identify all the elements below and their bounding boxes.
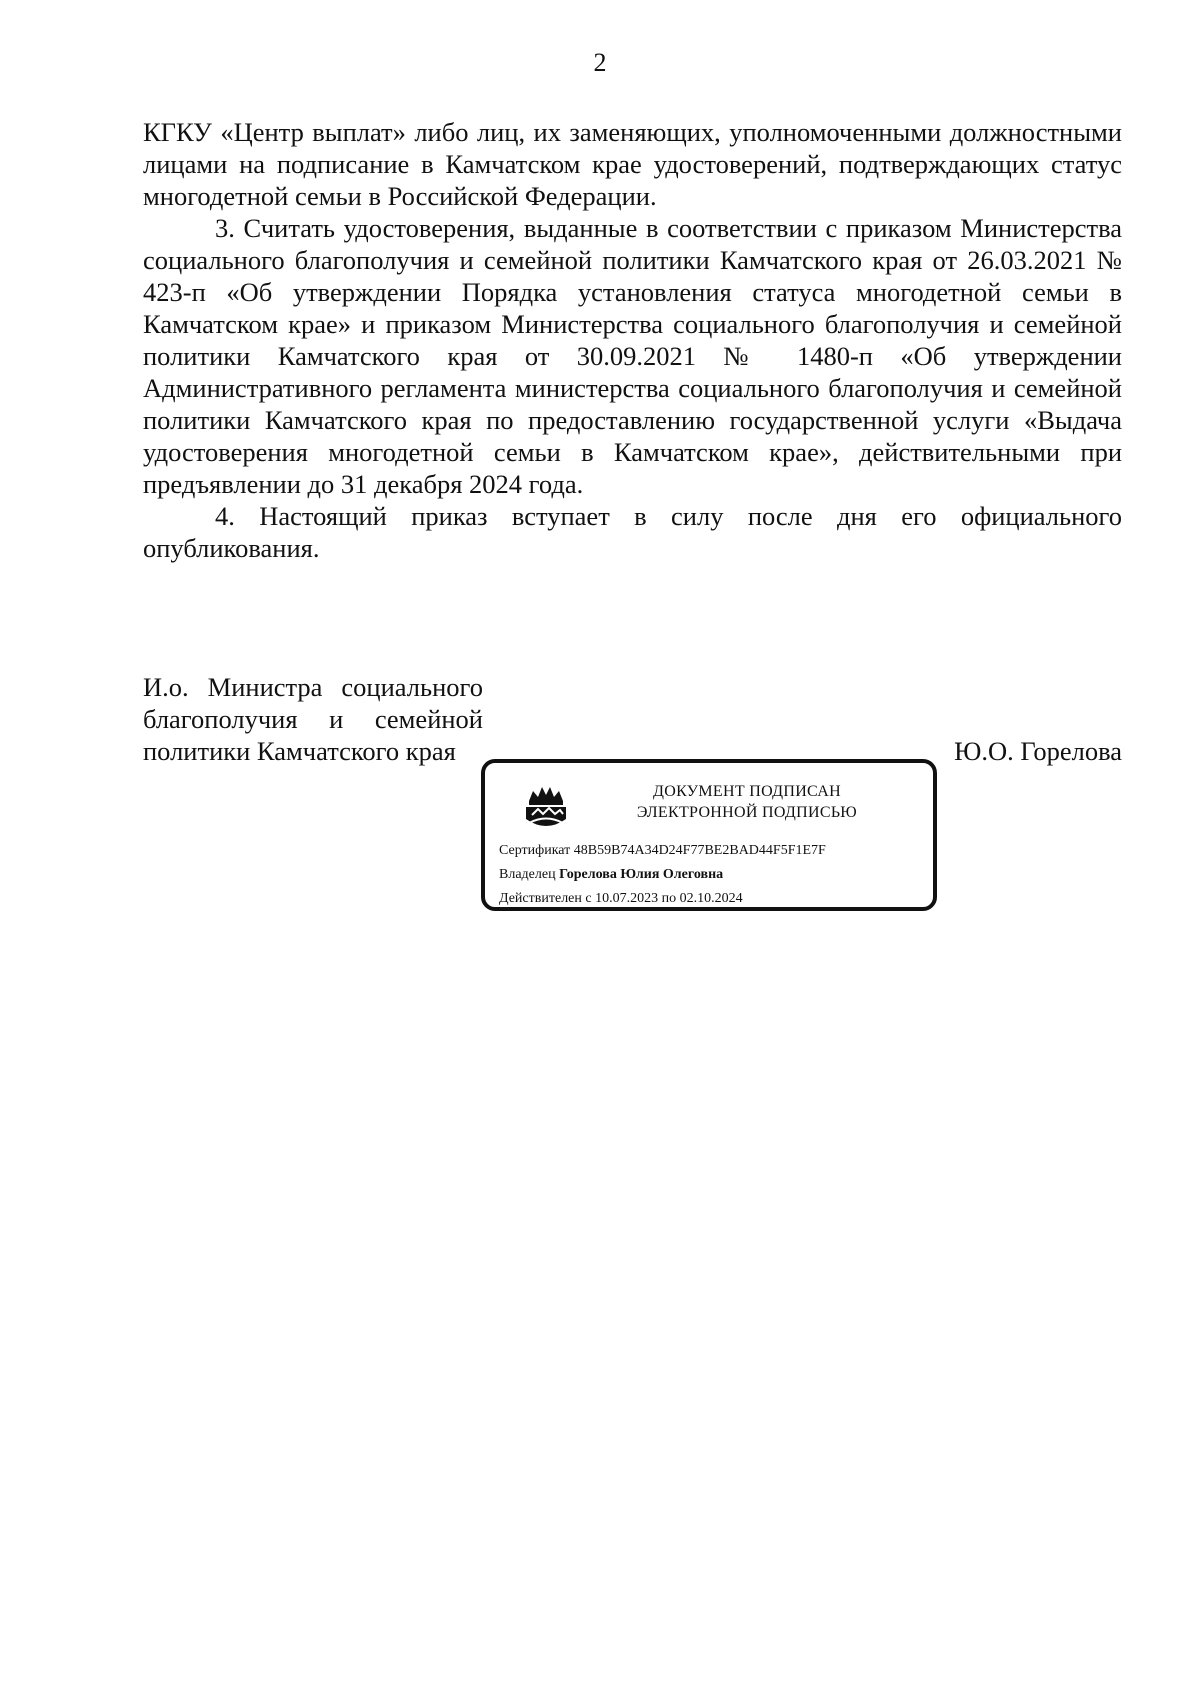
stamp-header-line-1: ДОКУМЕНТ ПОДПИСАН bbox=[653, 783, 841, 800]
page-number: 2 bbox=[593, 48, 607, 77]
valid-to-date: 02.10.2024 bbox=[679, 891, 743, 906]
certificate-label: Сертификат bbox=[499, 843, 571, 858]
signer-position: И.о. Министра социального благополучия и семейной политики Камчатского края bbox=[143, 672, 483, 766]
paragraph-continuation: КГКУ «Центр выплат» либо лиц, их заменяющих, уполномоченными должностными лицами на подписание в Камчатском крае удостоверений, подтверждающих статус многодетной семьи в Российской Федерации. bbox=[143, 117, 1122, 211]
electronic-signature-stamp bbox=[481, 759, 937, 911]
validity-line bbox=[499, 887, 929, 911]
document-body bbox=[143, 116, 1122, 564]
paragraph-item-3: 3. Считать удостоверения, выданные в соответствии с приказом Министерства социального благополучия и семейной политики Камчатского края от 26.03.2021 № 423-п «Об утверждении Порядка установления статуса многодетной семьи в Камчатском крае» и приказом Министерства социального благополучия и семейной политики Камчатского края от 30.09.2021 № 1480-п «Об утверждении Административного регламента министерства социального благополучия и семейной политики Камчатского края по предоставлению государственной услуги «Выдача удостоверения многодетной семьи в Камчатском крае», действительными при предъявлении до 31 декабря 2024 года. bbox=[143, 213, 1122, 499]
stamp-header bbox=[597, 781, 897, 823]
valid-to-label: по bbox=[661, 891, 677, 906]
signer-name: Ю.О. Горелова bbox=[954, 736, 1122, 766]
certificate-value: 48B59B74A34D24F77BE2BAD44F5F1E7F bbox=[573, 843, 826, 858]
owner-value: Горелова Юлия Олеговна bbox=[559, 867, 724, 882]
paragraph-item-4: 4. Настоящий приказ вступает в силу после дня его официального опубликования. bbox=[143, 501, 1122, 563]
valid-from-label: Действителен с bbox=[499, 891, 592, 906]
stamp-details bbox=[499, 839, 929, 911]
certificate-line bbox=[499, 839, 929, 863]
owner-label: Владелец bbox=[499, 867, 556, 882]
owner-line bbox=[499, 863, 929, 887]
valid-from-date: 10.07.2023 bbox=[595, 891, 659, 906]
stamp-header-line-2: ЭЛЕКТРОННОЙ ПОДПИСЬЮ bbox=[636, 804, 858, 821]
kamchatka-coat-of-arms-icon bbox=[523, 781, 569, 833]
